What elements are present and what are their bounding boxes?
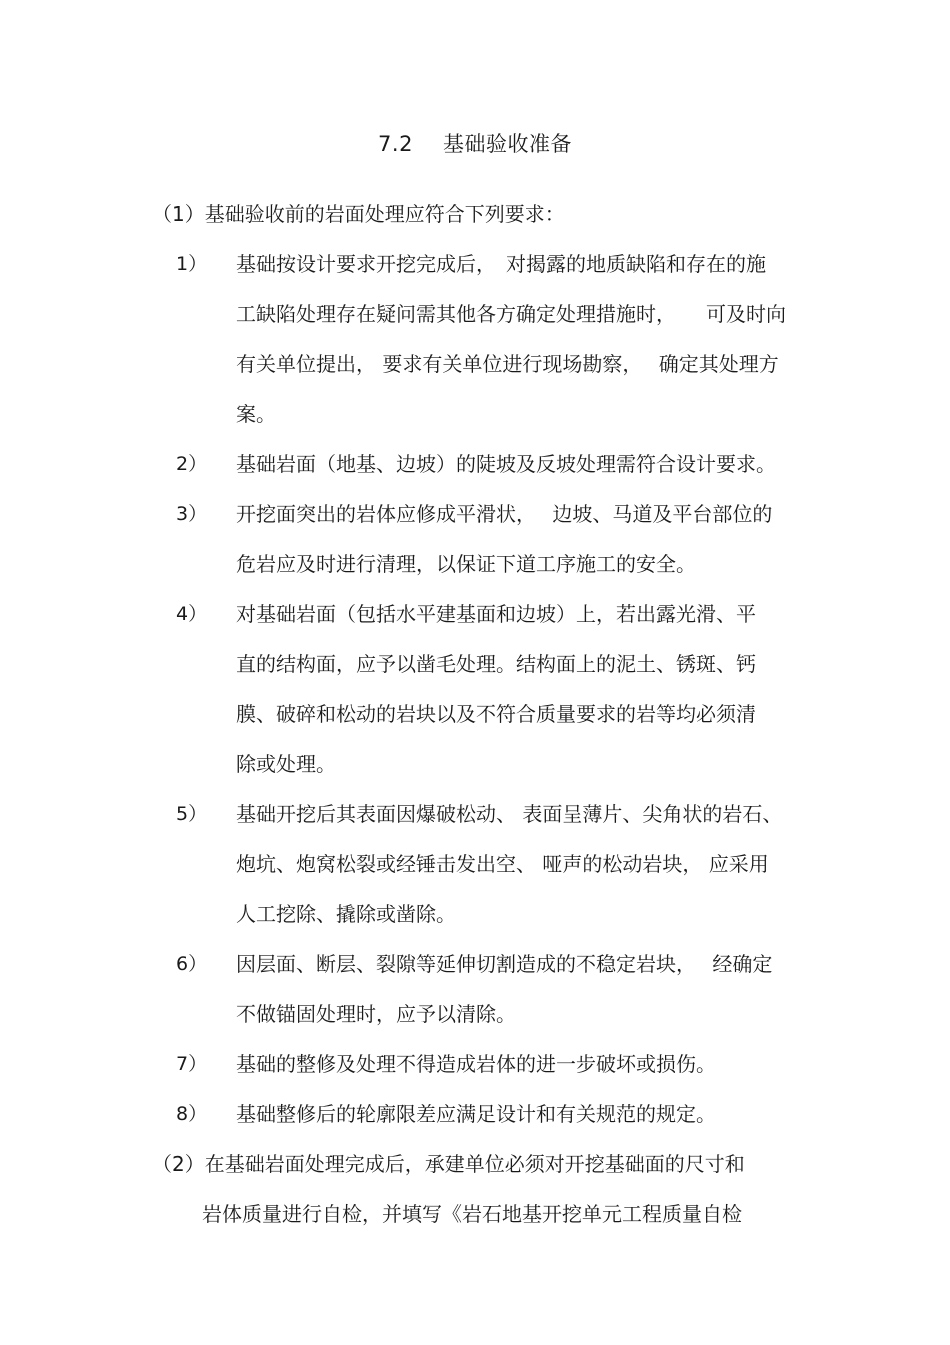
item-7-line-1: 基础的整修及处理不得造成岩体的进一步破坏或损伤。 [236, 1052, 716, 1076]
item-7-number: 7） [176, 1053, 208, 1075]
item-8-line-1: 基础整修后的轮廓限差应满足设计和有关规范的规定。 [236, 1102, 716, 1126]
item-4-line-1: 对基础岩面（包括水平建基面和边坡）上，若出露光滑、平 [236, 602, 756, 626]
item-6-line-2: 不做锚固处理时，应予以清除。 [236, 1002, 516, 1026]
section-number: 7.2 [378, 132, 413, 156]
item-1-line-1: 基础按设计要求开挖完成后， 对揭露的地质缺陷和存在的施 [236, 252, 766, 276]
paragraph-2-text-1: 在基础岩面处理完成后，承建单位必须对开挖基础面的尺寸和 [204, 1152, 745, 1176]
item-4-number: 4） [176, 603, 208, 625]
paragraph-2-line-2: 岩体质量进行自检，并填写《岩石地基开挖单元工程质量自检 [202, 1202, 742, 1226]
item-3-line-2: 危岩应及时进行清理，以保证下道工序施工的安全。 [236, 552, 696, 576]
section-title: 基础验收准备 [442, 132, 572, 156]
paragraph-1-text: 基础验收前的岩面处理应符合下列要求： [204, 202, 565, 226]
item-1-number: 1） [176, 253, 208, 275]
item-2-line-1: 基础岩面（地基、边坡）的陡坡及反坡处理需符合设计要求。 [236, 452, 776, 476]
item-5-number: 5） [176, 803, 208, 825]
item-6-line-1: 因层面、断层、裂隙等延伸切割造成的不稳定岩块， 经确定 [236, 952, 773, 976]
item-3-line-1: 开挖面突出的岩体应修成平滑状， 边坡、马道及平台部位的 [236, 502, 773, 526]
item-5-line-1: 基础开挖后其表面因爆破松动、 表面呈薄片、尖角状的岩石、 [236, 802, 783, 826]
item-4-line-2: 直的结构面，应予以凿毛处理。结构面上的泥土、锈斑、钙 [236, 652, 756, 676]
item-1-line-4: 案。 [236, 402, 276, 426]
item-4-line-4: 除或处理。 [236, 752, 336, 776]
item-8-number: 8） [176, 1103, 208, 1125]
section-heading [0, 128, 950, 158]
item-6-number: 6） [176, 953, 208, 975]
item-5-line-2: 炮坑、炮窝松裂或经锤击发出空、 哑声的松动岩块， 应采用 [236, 852, 769, 876]
paragraph-2-line-1 [152, 1150, 745, 1178]
item-4-line-3: 膜、破碎和松动的岩块以及不符合质量要求的岩等均必须清 [236, 702, 756, 726]
item-1-line-3: 有关单位提出， 要求有关单位进行现场勘察， 确定其处理方 [236, 352, 779, 376]
paragraph-1-marker: （1） [152, 202, 205, 226]
item-5-line-3: 人工挖除、撬除或凿除。 [236, 902, 456, 926]
item-1-line-2: 工缺陷处理存在疑问需其他各方确定处理措施时， 可及时向 [236, 302, 786, 326]
item-3-number: 3） [176, 503, 208, 525]
paragraph-2-marker: （2） [152, 1152, 205, 1176]
paragraph-1 [152, 200, 565, 228]
item-2-number: 2） [176, 453, 208, 475]
